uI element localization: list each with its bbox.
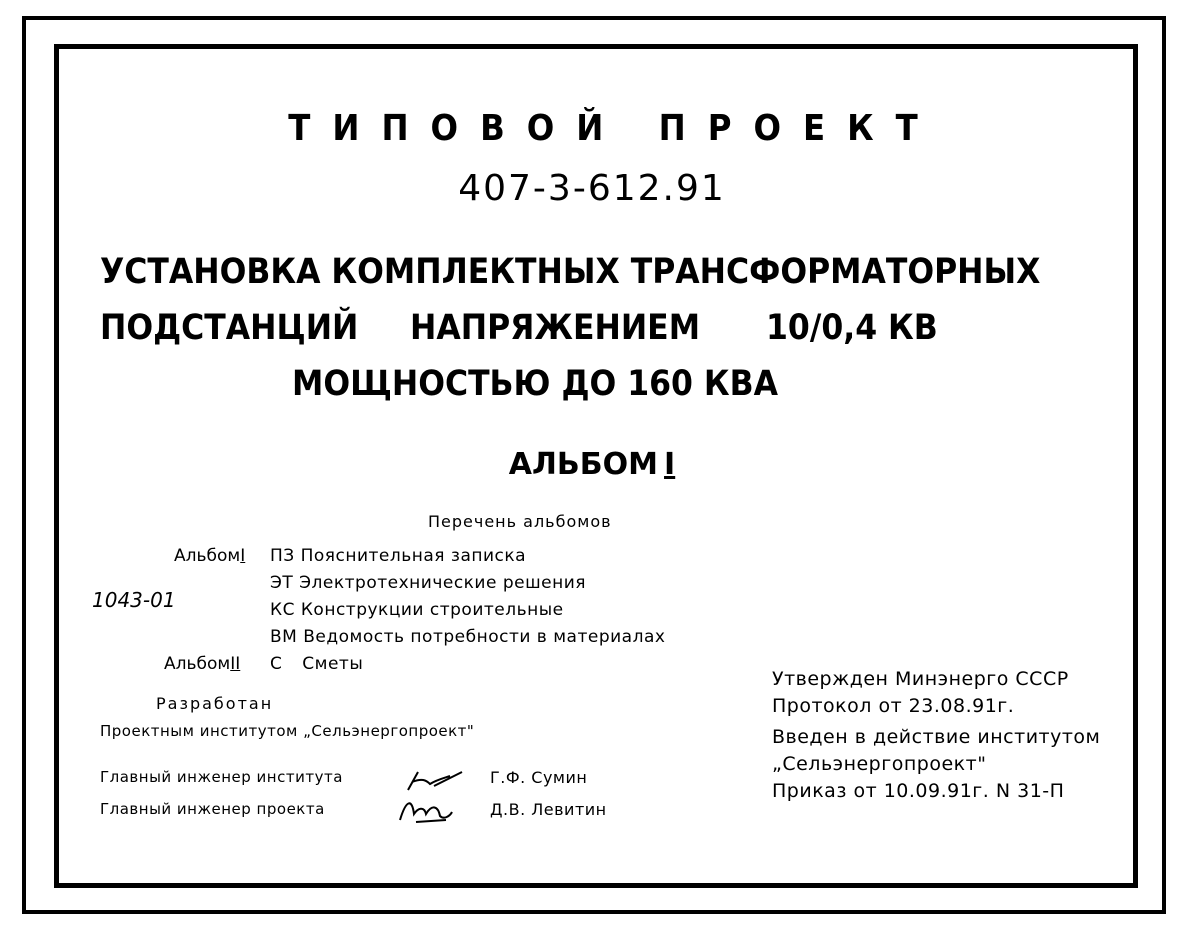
project-number: 407-3-612.91	[458, 168, 726, 209]
title-line-2b: НАПРЯЖЕНИЕМ	[410, 308, 701, 348]
list-item-text: Сметы	[302, 654, 364, 674]
approval-line-1: Утвержден Минэнерго СССР	[772, 668, 1069, 690]
list-item-text: Электротехнические решения	[299, 573, 586, 593]
signature-chief-engineer-project	[396, 794, 456, 826]
album-list-heading: Перечень альбомов	[428, 512, 612, 531]
album-title-label: АЛЬБОМ	[508, 447, 659, 482]
album-title-number: I	[664, 447, 676, 482]
list-item-code: ЭТ	[270, 573, 294, 593]
title-line-3: МОЩНОСТЬЮ ДО 160 КВА	[292, 364, 779, 404]
list-item	[270, 654, 363, 674]
title-line-2a: ПОДСТАНЦИЙ	[100, 308, 359, 348]
developer-heading: Разработан	[156, 694, 274, 713]
list-item-code: С	[270, 654, 283, 674]
handwritten-code: 1043-01	[92, 588, 176, 612]
list-item-text: Конструкции строительные	[300, 600, 564, 620]
album-2-label-number: II	[230, 654, 241, 674]
role-title: Главный инженер института	[100, 768, 343, 786]
list-item	[270, 600, 564, 620]
signature-chief-engineer-institute	[404, 764, 466, 794]
list-item-code: ВМ	[270, 627, 298, 647]
developer-org: Проектным институтом „Сельэнергопроект"	[100, 722, 475, 740]
approval-line-4: „Сельэнергопроект"	[772, 753, 987, 775]
approval-line-3: Введен в действие институтом	[772, 726, 1101, 748]
title-line-1: УСТАНОВКА КОМПЛЕКТНЫХ ТРАНСФОРМАТОРНЫХ	[100, 252, 1041, 292]
title-line-2c: 10/0,4 КВ	[766, 308, 938, 348]
approval-line-2: Протокол от 23.08.91г.	[772, 695, 1015, 717]
role-name: Г.Ф. Сумин	[490, 768, 588, 787]
doc-type-heading: ТИПОВОЙ ПРОЕКТ	[288, 108, 940, 149]
list-item-text: Пояснительная записка	[300, 546, 527, 566]
list-item-text: Ведомость потребности в материалах	[303, 627, 666, 647]
list-item-code: КС	[270, 600, 295, 620]
role-name: Д.В. Левитин	[490, 800, 607, 819]
list-item	[270, 627, 665, 647]
album-2-label-text: Альбом	[164, 654, 231, 674]
approval-line-5: Приказ от 10.09.91г. N 31-П	[772, 780, 1065, 802]
album-1-label-text: Альбом	[174, 546, 241, 566]
list-item	[270, 546, 526, 566]
album-title	[0, 447, 1184, 482]
list-item	[270, 573, 586, 593]
album-2-label	[164, 654, 240, 674]
album-1-label-number: I	[240, 546, 246, 566]
list-item-code: ПЗ	[270, 546, 295, 566]
role-title: Главный инженер проекта	[100, 800, 325, 818]
album-1-label	[174, 546, 245, 566]
